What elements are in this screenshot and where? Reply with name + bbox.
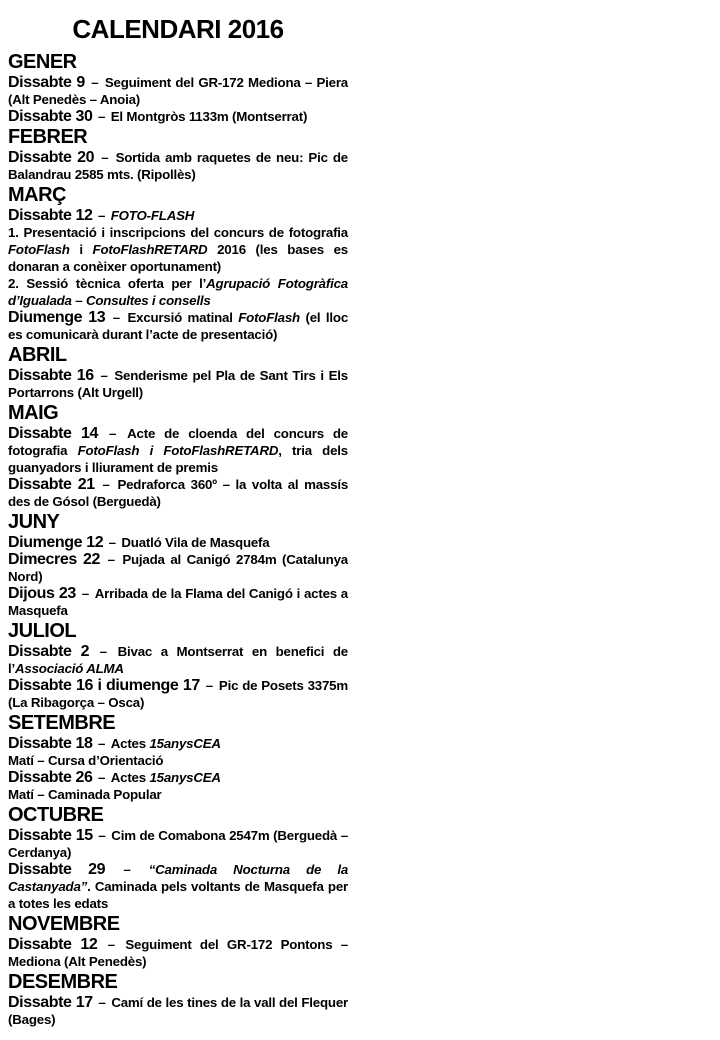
event-date: Dissabte 12 <box>8 207 93 224</box>
event-text: FotoFlash <box>8 242 70 257</box>
event-text: 15anysCEA <box>149 770 221 785</box>
event-line <box>8 585 348 619</box>
event-line <box>8 425 348 476</box>
month-section <box>8 971 348 1028</box>
event-text: 1. Presentació i inscripcions del concurs de fotografia <box>8 225 348 240</box>
event-line <box>8 786 348 803</box>
month-section <box>8 51 348 125</box>
month-heading: MARÇ <box>8 184 66 206</box>
event-text: Matí – Caminada Popular <box>8 787 162 802</box>
event-text: Bivac a Montserrat en benefici de l’ <box>8 644 349 676</box>
event-line <box>8 534 348 551</box>
event-text: Pujada al Canigó 2784m (Catalunya Nord) <box>8 552 348 584</box>
month-section <box>8 402 348 510</box>
event-date: Dissabte 16 i diumenge 17 <box>8 677 200 694</box>
date-separator: – <box>100 426 126 441</box>
event-date: Dissabte 17 <box>8 994 93 1011</box>
date-separator: – <box>101 552 121 567</box>
month-heading: DESEMBRE <box>8 971 118 993</box>
month-heading: SETEMBRE <box>8 712 116 734</box>
date-separator: – <box>94 208 109 223</box>
month-heading: GENER <box>8 51 77 73</box>
event-line <box>8 367 348 401</box>
date-separator: – <box>95 368 113 383</box>
event-line <box>8 752 348 769</box>
event-text: Actes <box>110 770 150 785</box>
event-date: Dissabte 15 <box>8 827 93 844</box>
event-date: Dissabte 29 <box>8 861 106 878</box>
event-text: i <box>69 242 93 257</box>
event-date: Dissabte 21 <box>8 476 95 493</box>
event-text: Actes <box>110 736 150 751</box>
event-date: Dimecres 22 <box>8 551 100 568</box>
event-line <box>8 994 348 1028</box>
event-text: Arribada de la Flama del Canigó i actes a Masquefa <box>8 586 348 618</box>
event-line <box>8 476 348 510</box>
event-line <box>8 309 348 343</box>
event-text: Duatló Vila de Masquefa <box>121 535 270 550</box>
date-separator: – <box>94 736 109 751</box>
event-text: FOTO-FLASH <box>110 208 195 223</box>
event-line <box>8 207 348 224</box>
event-date: Dissabte 30 <box>8 108 93 125</box>
event-text: Senderisme pel Pla de Sant Tirs i Els Portarrons (Alt Urgell) <box>8 368 348 400</box>
month-section <box>8 913 348 970</box>
month-section <box>8 804 348 912</box>
event-text: Camí de les tines de la vall del Flequer (Bages) <box>8 995 348 1027</box>
event-line <box>8 275 348 309</box>
month-section <box>8 511 348 619</box>
event-date: Diumenge 13 <box>8 309 106 326</box>
month-section <box>8 712 348 803</box>
event-text: FotoFlash <box>238 310 300 325</box>
event-text: El Montgròs 1133m (Montserrat) <box>110 109 308 124</box>
event-text: 2. Sessió tècnica oferta per l’ <box>8 276 207 291</box>
event-text: FotoFlashRETARD <box>92 242 208 257</box>
event-date: Diumenge 12 <box>8 534 104 551</box>
month-list <box>8 51 348 1028</box>
event-line <box>8 861 348 912</box>
date-separator: – <box>94 995 110 1010</box>
event-text: 15anysCEA <box>149 736 221 751</box>
event-line <box>8 643 348 677</box>
event-line <box>8 224 348 275</box>
event-line <box>8 677 348 711</box>
event-text: Excursió matinal <box>127 310 239 325</box>
event-text: (el lloc es comunicarà durant l’acte de presentació) <box>8 310 349 342</box>
event-date: Dissabte 26 <box>8 769 93 786</box>
date-separator: – <box>201 678 217 693</box>
event-text: Seguiment del GR-172 Pontons – Mediona (Alt Penedès) <box>8 937 348 969</box>
event-line <box>8 551 348 585</box>
event-text: FotoFlash i FotoFlashRETARD <box>77 443 279 458</box>
date-separator: – <box>107 862 147 877</box>
event-date: Dissabte 14 <box>8 425 99 442</box>
event-text: “Caminada Nocturna de la Castanyada” <box>8 862 349 894</box>
date-separator: – <box>94 109 109 124</box>
event-line <box>8 108 348 125</box>
month-heading: MAIG <box>8 402 59 424</box>
month-section <box>8 344 348 401</box>
event-text: Sortida amb raquetes de neu: Pic de Balandrau 2585 mts. (Ripollès) <box>8 150 348 182</box>
date-separator: – <box>96 150 114 165</box>
date-separator: – <box>94 770 109 785</box>
event-text: Agrupació Fotogràfica d’Igualada – Consultes i consells <box>8 276 348 308</box>
date-separator: – <box>107 310 126 325</box>
event-date: Dijous 23 <box>8 585 76 602</box>
date-separator: – <box>96 477 116 492</box>
month-heading: NOVEMBRE <box>8 913 120 935</box>
month-section <box>8 126 348 183</box>
month-heading: ABRIL <box>8 344 67 366</box>
event-text: Acte de cloenda del concurs de fotografia <box>8 426 348 458</box>
event-line <box>8 149 348 183</box>
page-title: CALENDARI 2016 <box>72 14 284 44</box>
month-heading: JUNY <box>8 511 60 533</box>
event-text: Cim de Comabona 2547m (Berguedà – Cerdanya) <box>8 828 348 860</box>
date-separator: – <box>94 828 110 843</box>
month-heading: FEBRER <box>8 126 88 148</box>
month-heading: OCTUBRE <box>8 804 104 826</box>
event-text: . Caminada pels voltants de Masquefa per a totes les edats <box>8 879 348 911</box>
date-separator: – <box>99 937 124 952</box>
month-section <box>8 620 348 711</box>
event-line <box>8 827 348 861</box>
event-line <box>8 74 348 108</box>
event-text: Matí – Cursa d’Orientació <box>8 753 164 768</box>
event-line <box>8 936 348 970</box>
event-text: Pedraforca 360º – la volta al massís des de Gósol (Berguedà) <box>8 477 349 509</box>
event-date: Dissabte 18 <box>8 735 93 752</box>
event-line <box>8 735 348 752</box>
date-separator: – <box>77 586 93 601</box>
event-text: Pic de Posets 3375m (La Ribagorça – Osca) <box>8 678 348 710</box>
date-separator: – <box>91 644 116 659</box>
event-text: Seguiment del GR-172 Mediona – Piera (Alt Penedès – Anoia) <box>8 75 348 107</box>
event-date: Dissabte 12 <box>8 936 98 953</box>
date-separator: – <box>105 535 120 550</box>
date-separator: – <box>86 75 103 90</box>
event-date: Dissabte 2 <box>8 643 90 660</box>
month-section <box>8 184 348 343</box>
month-heading: JULIOL <box>8 620 77 642</box>
event-text: , tria dels guanyadors i lliurament de premis <box>8 443 348 475</box>
event-text: 2016 (les bases es donaran a conèixer oportunament) <box>8 242 349 274</box>
event-date: Dissabte 9 <box>8 74 85 91</box>
event-text: Associació ALMA <box>15 661 124 676</box>
event-date: Dissabte 20 <box>8 149 95 166</box>
event-line <box>8 769 348 786</box>
event-date: Dissabte 16 <box>8 367 94 384</box>
calendar-page <box>8 8 348 1028</box>
